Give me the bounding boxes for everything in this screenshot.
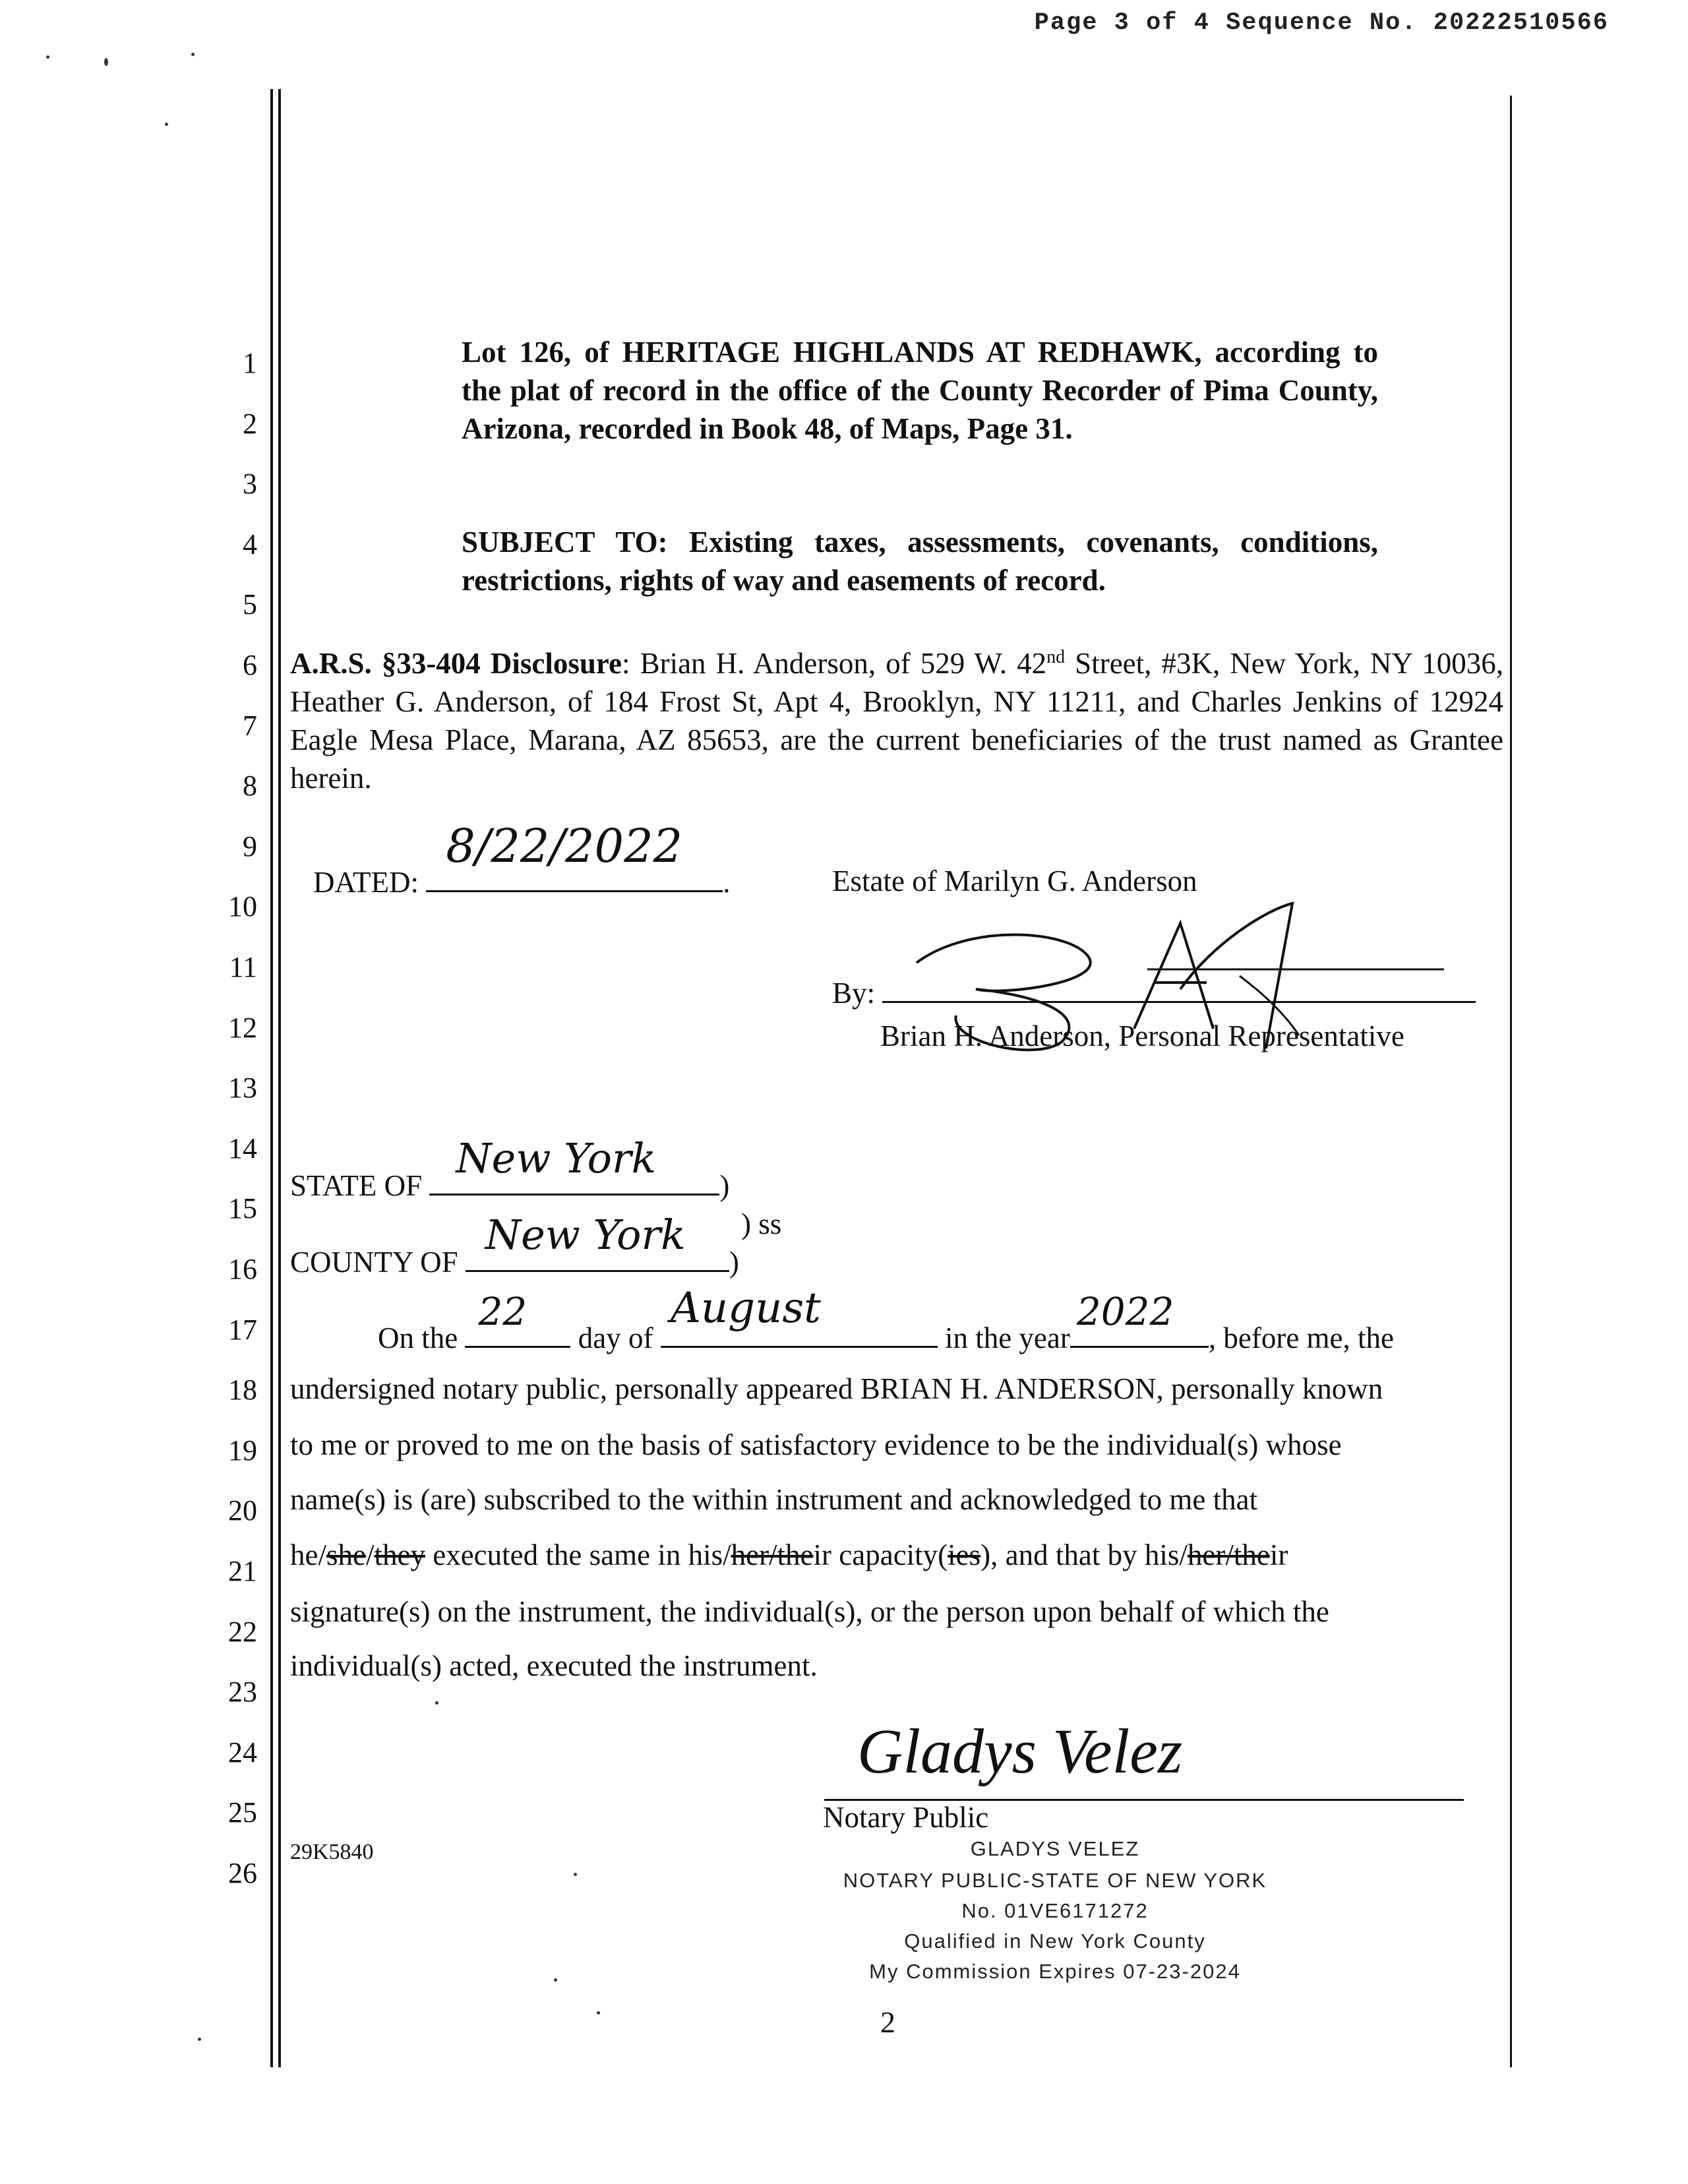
county-paren: )	[729, 1246, 739, 1279]
struck-ies: ies	[948, 1538, 981, 1571]
line-number: 21	[228, 1555, 257, 1587]
year-field	[1070, 1289, 1209, 1348]
notary-public-label: Notary Public	[823, 1801, 989, 1834]
line-number: 14	[228, 1132, 257, 1165]
notary-signature: Gladys Velez	[857, 1716, 1183, 1786]
line-number: 24	[228, 1736, 257, 1769]
disclosure-text-1: : Brian H. Anderson, of 529 W. 42	[622, 647, 1047, 680]
disclosure-superscript: nd	[1046, 647, 1066, 667]
line-number: 3	[243, 468, 257, 501]
left-margin-rule-outer	[270, 89, 273, 2067]
line-number: 11	[229, 951, 257, 983]
disclosure-text-2: Street, #3K, New York, NY 10036, Heather G. Anderson, of 184 Frost St, Apt 4, Brooklyn, NY 11211, and Charles Jenkins of 12924 Eagle Mesa Place, Marana, AZ 85653, are the current beneficiaries of the trust named as Grantee herein.	[290, 647, 1503, 795]
line-number: 22	[228, 1615, 257, 1648]
year-handwritten-value: 2022	[1076, 1289, 1174, 1334]
estate-name: Estate of Marilyn G. Anderson	[832, 864, 1197, 897]
line-number: 16	[228, 1253, 257, 1285]
ack-line-7: individual(s) acted, executed the instrument.	[290, 1649, 818, 1682]
struck-they: they	[374, 1538, 425, 1571]
notary-reference: 29K5840	[290, 1840, 374, 1864]
ack-text: he/	[290, 1538, 326, 1571]
line-number: 9	[243, 830, 257, 863]
scan-speck	[198, 2038, 201, 2041]
scan-speck	[46, 55, 49, 59]
ack-line-2: undersigned notary public, personally appeared BRIAN H. ANDERSON, personally known	[290, 1372, 1383, 1405]
dated-handwritten-value: 8/22/2022	[446, 819, 683, 873]
line-number: 7	[243, 709, 257, 742]
line-number: 15	[228, 1192, 257, 1225]
struck-she: she	[326, 1538, 366, 1571]
line-number: 13	[228, 1072, 257, 1105]
signer-name: Brian H. Anderson, Personal Representative	[880, 1019, 1404, 1052]
page-sequence-header: Page 3 of 4 Sequence No. 20222510566	[1034, 9, 1609, 37]
day-handwritten-value: 22	[478, 1289, 528, 1334]
line-number: 18	[228, 1374, 257, 1407]
struck-her: her/the	[731, 1538, 814, 1571]
stamp-qualified: Qualified in New York County	[904, 1929, 1206, 1953]
line-number: 4	[243, 528, 257, 561]
line-number: 19	[228, 1434, 257, 1467]
line-number: 17	[228, 1313, 257, 1346]
line-number: 5	[243, 588, 257, 621]
struck-her-2: her/the	[1187, 1538, 1270, 1571]
scan-speck	[435, 1701, 438, 1705]
ack-text: ir capacity(	[813, 1538, 948, 1571]
state-of-label: STATE OF	[290, 1169, 423, 1202]
ack-line-3: to me or proved to me on the basis of satisfactory evidence to be the individual(s) whose	[290, 1428, 1342, 1461]
page-number: 2	[880, 2005, 895, 2039]
line-number: 23	[228, 1676, 257, 1709]
state-handwritten-value: New York	[456, 1134, 657, 1182]
scan-speck	[191, 53, 195, 56]
line-number: 10	[228, 890, 257, 923]
on-the-text: On the	[378, 1321, 458, 1354]
line-number: 20	[228, 1494, 257, 1527]
disclosure-label: A.R.S. §33-404 Disclosure	[290, 647, 622, 680]
state-paren: )	[719, 1169, 730, 1202]
legal-description-lot: Lot 126, of HERITAGE HIGHLANDS AT REDHAWK, according to the plat of record in the office of the County Recorder of Pima County, Arizona, recorded in Book 48, of Maps, Page 31.	[462, 336, 1378, 445]
ars-disclosure	[290, 638, 1503, 797]
state-field	[429, 1134, 719, 1196]
scan-speck	[597, 2011, 600, 2015]
ack-line-1	[378, 1284, 1394, 1355]
ack-text: ir	[1269, 1538, 1288, 1571]
line-number: 1	[243, 347, 257, 379]
ack-line-6: signature(s) on the instrument, the individual(s), or the person upon behalf of which the	[290, 1595, 1329, 1628]
dated-label: DATED:	[313, 866, 419, 899]
ack-line-4: name(s) is (are) subscribed to the within instrument and acknowledged to me that	[290, 1483, 1258, 1516]
month-field	[661, 1284, 938, 1348]
ack-text: executed the same in his/	[425, 1538, 731, 1571]
county-of-label: COUNTY OF	[290, 1246, 458, 1279]
left-margin-rule-inner	[278, 89, 281, 2067]
in-the-year-text: in the year	[944, 1321, 1070, 1354]
county-handwritten-value: New York	[485, 1211, 686, 1259]
county-field	[466, 1211, 729, 1272]
line-number: 25	[228, 1796, 257, 1829]
scan-speck	[574, 1873, 577, 1876]
month-handwritten-value: August	[670, 1284, 821, 1333]
scan-speck	[554, 1978, 557, 1982]
dated-line: DATED: 8/22/2022 .	[313, 819, 731, 899]
line-number: 26	[228, 1857, 257, 1889]
line-number: 12	[228, 1011, 257, 1044]
ack-text: /	[365, 1538, 375, 1571]
scan-speck	[165, 123, 168, 126]
day-of-text: day of	[578, 1321, 653, 1354]
ack-text: ), and that by his/	[980, 1538, 1188, 1571]
stamp-expiration: My Commission Expires 07-23-2024	[869, 1960, 1241, 1983]
by-label: By:	[832, 977, 876, 1010]
stamp-title: NOTARY PUBLIC-STATE OF NEW YORK	[843, 1869, 1267, 1892]
county-of-line	[290, 1211, 739, 1279]
line-number: 8	[243, 770, 257, 803]
legal-description-subject-to: SUBJECT TO: Existing taxes, assessments, covenants, conditions, restrictions, rights of way and easements of record.	[462, 526, 1378, 597]
before-me-text: , before me, the	[1208, 1321, 1394, 1354]
ss-marker: ) ss	[741, 1207, 782, 1240]
scan-speck	[104, 58, 108, 66]
state-of-line	[290, 1134, 730, 1203]
day-field	[465, 1289, 570, 1348]
stamp-name: GLADYS VELEZ	[970, 1837, 1140, 1860]
stamp-number: No. 01VE6171272	[961, 1899, 1149, 1922]
line-number: 6	[243, 649, 257, 681]
line-number: 2	[243, 407, 257, 440]
right-margin-rule	[1510, 96, 1512, 2067]
ack-line-5	[290, 1538, 1288, 1572]
